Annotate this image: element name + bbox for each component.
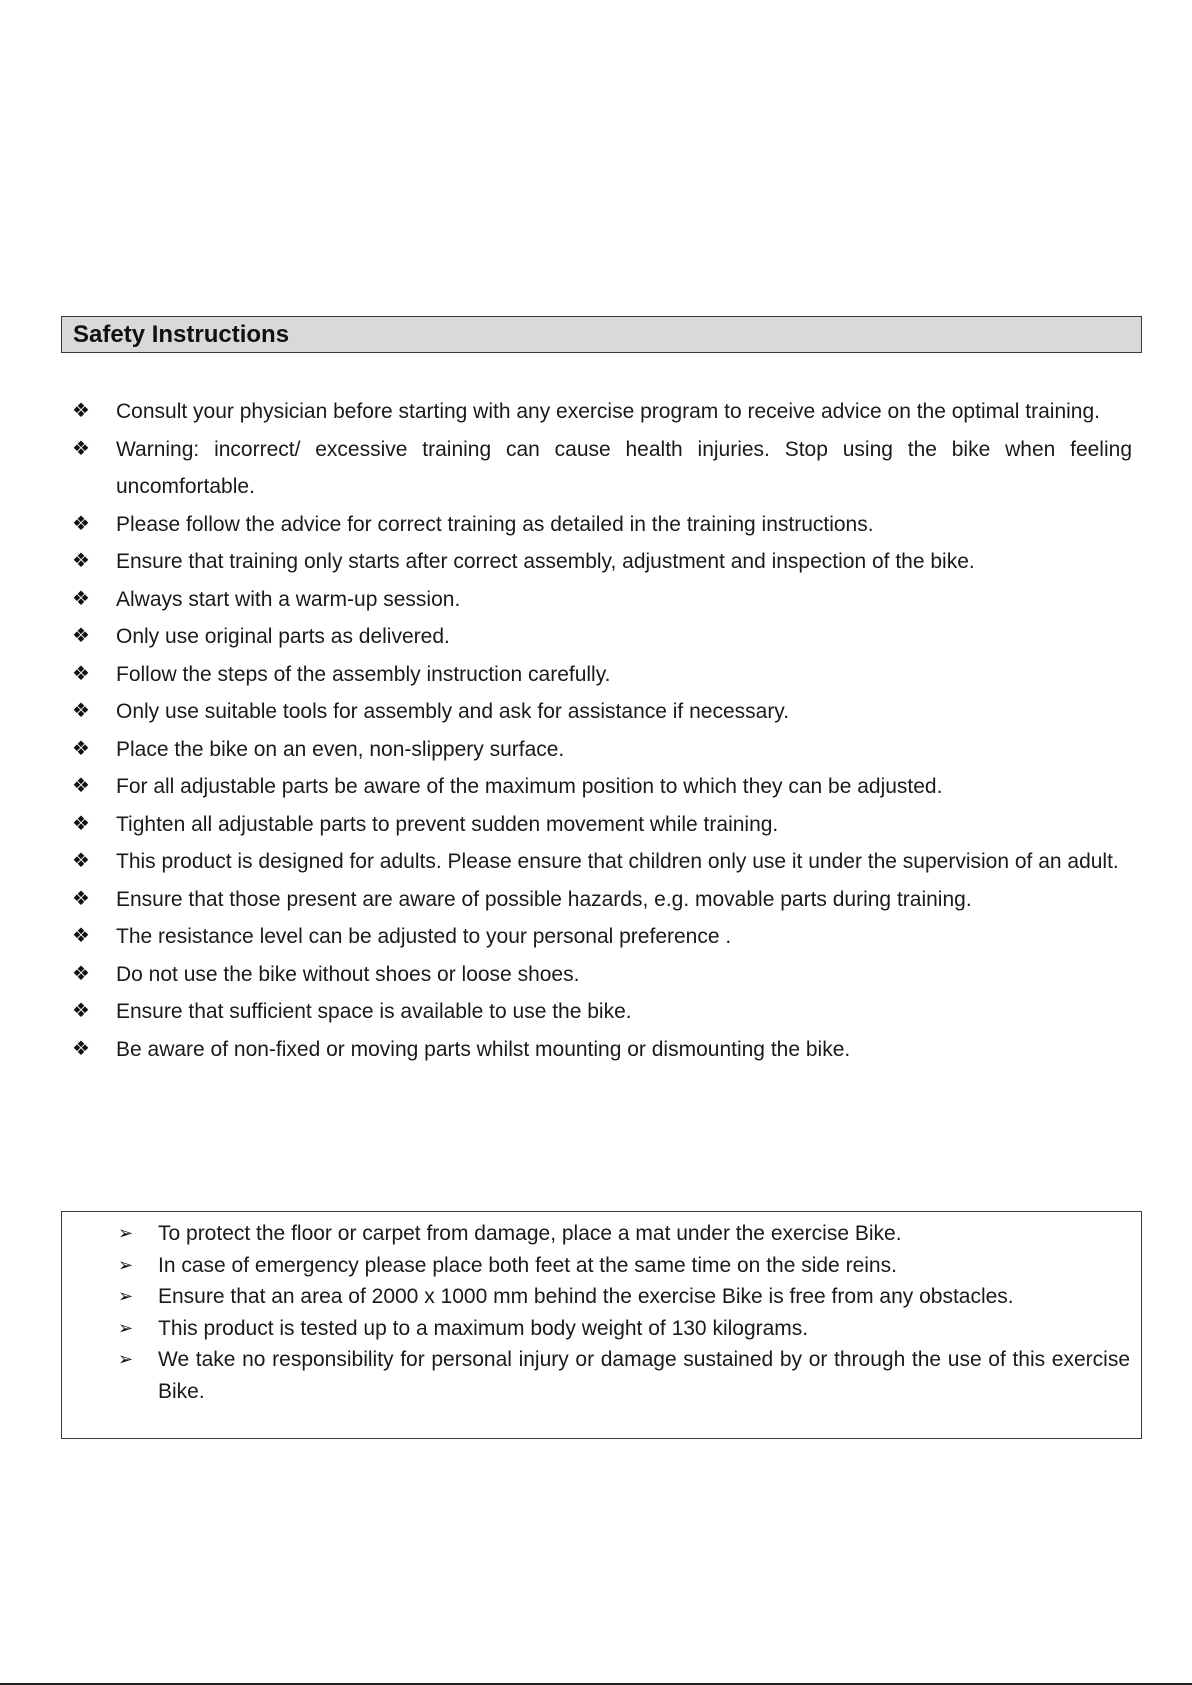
list-item xyxy=(72,918,1132,956)
arrow-bullet-icon: ➢ xyxy=(118,1349,134,1369)
list-item-text: We take no responsibility for personal injury or damage sustained by or through the use of this exercise Bike. xyxy=(158,1348,1130,1403)
diamond-bullet-icon: ❖ xyxy=(72,437,90,460)
list-item-text: Only use suitable tools for assembly and ask for assistance if necessary. xyxy=(116,700,790,723)
diamond-bullet-icon: ❖ xyxy=(72,625,90,647)
list-item-text: Only use original parts as delivered. xyxy=(116,625,450,648)
list-item xyxy=(72,693,1132,731)
list-item-text: In case of emergency please place both feet at the same time on the side reins. xyxy=(158,1253,897,1277)
list-item xyxy=(72,656,1132,694)
list-item-text: To protect the floor or carpet from damage, place a mat under the exercise Bike. xyxy=(158,1222,902,1245)
diamond-bullet-icon: ❖ xyxy=(72,775,90,797)
diamond-bullet-icon: ❖ xyxy=(72,850,90,872)
diamond-bullet-icon: ❖ xyxy=(72,812,90,835)
list-item-text: Do not use the bike without shoes or loose shoes. xyxy=(116,962,580,986)
diamond-bullet-icon: ❖ xyxy=(72,512,90,535)
list-item xyxy=(72,768,1132,806)
list-item-text: Place the bike on an even, non-slippery surface. xyxy=(116,737,565,761)
list-item-text: This product is designed for adults. Please ensure that children only use it under the supervision of an adult. xyxy=(116,850,1119,873)
list-item xyxy=(72,881,1132,919)
arrow-bullet-icon: ➢ xyxy=(118,1223,134,1243)
list-item xyxy=(72,431,1132,506)
list-item xyxy=(72,1031,1132,1069)
list-item-text: Ensure that an area of 2000 x 1000 mm behind the exercise Bike is free from any obstacles. xyxy=(158,1285,1014,1308)
diamond-bullet-icon: ❖ xyxy=(72,662,90,685)
list-item-text: Follow the steps of the assembly instruction carefully. xyxy=(116,662,611,686)
diamond-bullet-icon: ❖ xyxy=(72,887,90,910)
list-item-text: Be aware of non-fixed or moving parts whilst mounting or dismounting the bike. xyxy=(116,1037,851,1061)
arrow-bullet-icon: ➢ xyxy=(118,1286,134,1306)
diamond-bullet-icon: ❖ xyxy=(72,700,90,722)
arrow-bullet-icon: ➢ xyxy=(118,1254,134,1275)
list-item-text: Always start with a warm-up session. xyxy=(116,587,461,611)
diamond-bullet-icon: ❖ xyxy=(72,1000,90,1022)
arrow-bullet-icon: ➢ xyxy=(118,1317,134,1338)
list-item-text: Tighten all adjustable parts to prevent sudden movement while training. xyxy=(116,812,779,836)
list-item xyxy=(118,1250,1130,1282)
diamond-bullet-icon: ❖ xyxy=(72,925,90,947)
list-item xyxy=(72,993,1132,1031)
list-item-text: Warning: incorrect/ excessive training can cause health injuries. Stop using the bike when feeling uncomfortable. xyxy=(116,437,1132,498)
diamond-bullet-icon: ❖ xyxy=(72,550,90,572)
list-item xyxy=(118,1313,1130,1345)
list-item xyxy=(72,843,1132,881)
list-item-text: Consult your physician before starting with any exercise program to receive advice on the optimal training. xyxy=(116,400,1100,423)
list-item-text: This product is tested up to a maximum body weight of 130 kilograms. xyxy=(158,1316,809,1340)
section-header xyxy=(61,316,1142,353)
section-title: Safety Instructions xyxy=(73,320,290,348)
diamond-bullet-icon: ❖ xyxy=(72,962,90,985)
list-item-text: The resistance level can be adjusted to your personal preference . xyxy=(116,925,732,948)
diamond-bullet-icon: ❖ xyxy=(72,587,90,610)
list-item-text: For all adjustable parts be aware of the maximum position to which they can be adjusted. xyxy=(116,775,943,798)
list-item xyxy=(72,806,1132,844)
diamond-bullet-icon: ❖ xyxy=(72,737,90,760)
list-item-text: Ensure that sufficient space is available to use the bike. xyxy=(116,1000,632,1023)
list-item xyxy=(118,1344,1130,1407)
notes-box xyxy=(61,1211,1142,1439)
list-item-text: Ensure that training only starts after correct assembly, adjustment and inspection of the bike. xyxy=(116,550,975,573)
list-item xyxy=(72,543,1132,581)
safety-instructions-list xyxy=(72,393,1132,1068)
diamond-bullet-icon: ❖ xyxy=(72,400,90,422)
list-item xyxy=(118,1218,1130,1250)
list-item xyxy=(118,1281,1130,1313)
list-item-text: Please follow the advice for correct training as detailed in the training instructions. xyxy=(116,512,874,536)
list-item xyxy=(72,506,1132,544)
list-item-text: Ensure that those present are aware of possible hazards, e.g. movable parts during training. xyxy=(116,887,972,911)
diamond-bullet-icon: ❖ xyxy=(72,1037,90,1060)
list-item xyxy=(72,618,1132,656)
notes-list xyxy=(118,1218,1130,1407)
list-item xyxy=(72,956,1132,994)
list-item xyxy=(72,393,1132,431)
list-item xyxy=(72,581,1132,619)
list-item xyxy=(72,731,1132,769)
